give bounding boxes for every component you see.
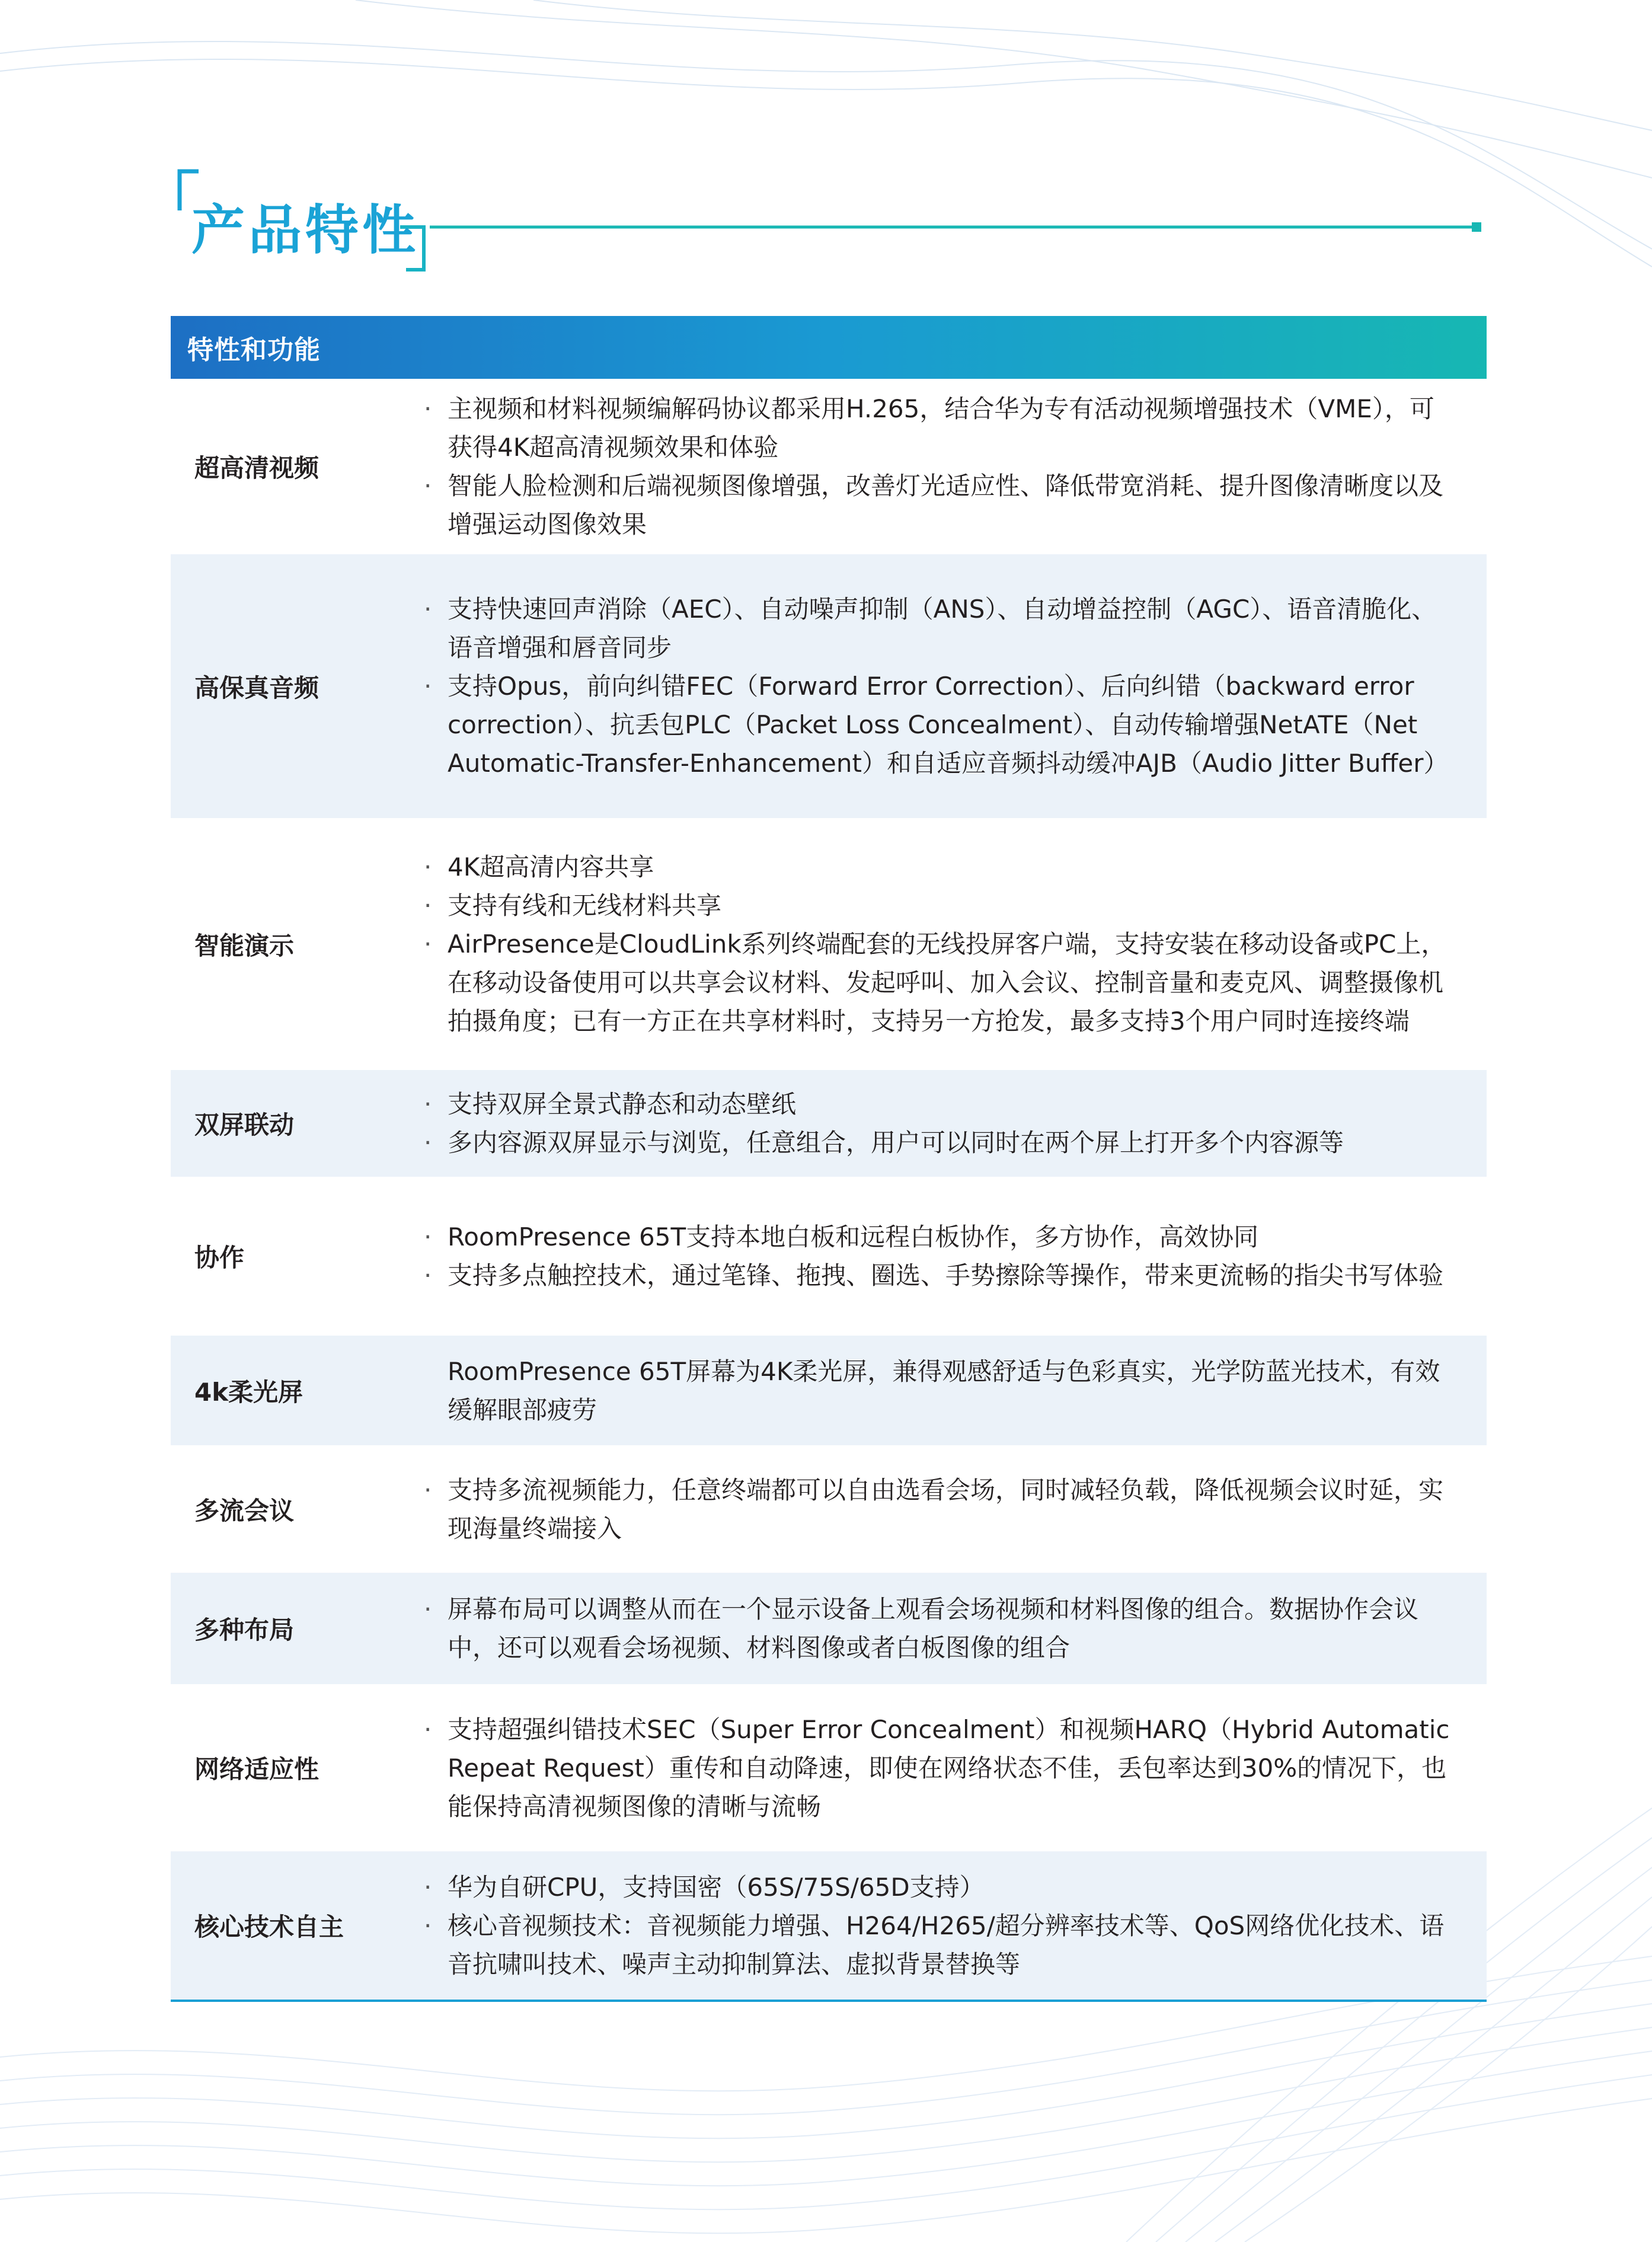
bullet-item: · 支持多点触控技术，通过笔锋、拖拽、圈选、手势擦除等操作，带来更流畅的指尖书写体验: [424, 1256, 1457, 1295]
bullet-item: · 智能人脸检测和后端视频图像增强，改善灯光适应性、降低带宽消耗、提升图像清晰度以及增强运动图像效果: [424, 467, 1457, 544]
row-content: [424, 1352, 1487, 1429]
bullet-item: · 支持超强纠错技术SEC（Super Error Concealment）和视频HARQ（Hybrid Automatic Repeat Request）重传和自动降速，即使在网络状态不佳，丢包率达到30%的情况下，也能保持高清视频图像的清晰与流畅: [424, 1710, 1457, 1826]
table-row: [171, 1070, 1487, 1177]
table-header-label: 特性和功能: [187, 335, 321, 365]
table-row: [171, 1445, 1487, 1573]
bullet-item: · 4K超高清内容共享: [424, 848, 1457, 886]
table-row: [171, 1573, 1487, 1684]
table-row: [171, 379, 1487, 554]
bullet-item: · 屏幕布局可以调整从而在一个显示设备上观看会场视频和材料图像的组合。数据协作会议中，还可以观看会场视频、材料图像或者白板图像的组合: [424, 1590, 1457, 1667]
section-title-block: [169, 169, 1488, 276]
row-label: 网络适应性: [194, 1755, 319, 1784]
row-content: [424, 1868, 1487, 1984]
bullet-item: · 支持快速回声消除（AEC）、自动噪声抑制（ANS）、自动增益控制（AGC）、语音清脆化、语音增强和唇音同步: [424, 590, 1457, 667]
row-content: [424, 1590, 1487, 1667]
row-content: [424, 1471, 1487, 1548]
bullet-item: · AirPresence是CloudLink系列终端配套的无线投屏客户端，支持安装在移动设备或PC上，在移动设备使用可以共享会议材料、发起呼叫、加入会议、控制音量和麦克风、调整摄像机拍摄角度；已有一方正在共享材料时，支持另一方抢发，最多支持3个用户同时连接终端: [424, 925, 1457, 1040]
table-bottom-rule: [171, 2000, 1487, 2002]
row-content: [424, 1085, 1487, 1162]
row-label: 高保真音频: [194, 673, 319, 702]
row-label: 超高清视频: [194, 453, 319, 483]
row-label: 核心技术自主: [194, 1912, 344, 1941]
table-row: [171, 1336, 1487, 1445]
bullet-item: · 主视频和材料视频编解码协议都采用H.265，结合华为专有活动视频增强技术（VME），可获得4K超高清视频效果和体验: [424, 389, 1457, 467]
row-label: 多流会议: [194, 1496, 295, 1525]
row-label: 智能演示: [194, 931, 295, 960]
row-label: 双屏联动: [194, 1110, 295, 1139]
page-title: 产品特性: [191, 199, 419, 261]
bullet-item: · 支持多流视频能力，任意终端都可以自由选看会场，同时减轻负载，降低视频会议时延，实现海量终端接入: [424, 1471, 1457, 1548]
bullet-item: · 支持Opus，前向纠错FEC（Forward Error Correction）、后向纠错（backward error correction）、抗丢包PLC（Packet Loss Concealment）、自动传输增强NetATE（Net Automatic-Transfer-Enhancement）和自适应音频抖动缓冲AJB（Audio Jitter Buffer）: [424, 667, 1457, 783]
table-row: [171, 554, 1487, 818]
bullet-item: · 核心音视频技术：音视频能力增强、H264/H265/超分辨率技术等、QoS网络优化技术、语音抗啸叫技术、噪声主动抑制算法、虚拟背景替换等: [424, 1906, 1457, 1984]
bullet-item: · RoomPresence 65T支持本地白板和远程白板协作，多方协作，高效协同: [424, 1218, 1457, 1256]
row-content: [424, 590, 1487, 783]
table-row: [171, 818, 1487, 1070]
bullet-item: · 支持双屏全景式静态和动态壁纸: [424, 1085, 1457, 1123]
table-header: [171, 316, 1487, 379]
table-row: [171, 1177, 1487, 1336]
row-content: [424, 1710, 1487, 1826]
features-table: [171, 316, 1487, 2002]
table-row: [171, 1684, 1487, 1851]
row-content: [424, 1218, 1487, 1295]
bullet-item: · 多内容源双屏显示与浏览，任意组合，用户可以同时在两个屏上打开多个内容源等: [424, 1123, 1457, 1162]
bullet-item: · 支持有线和无线材料共享: [424, 886, 1457, 925]
bullet-item: · 华为自研CPU，支持国密（65S/75S/65D支持）: [424, 1868, 1457, 1906]
row-label: 4k柔光屏: [194, 1377, 303, 1407]
row-content: [424, 848, 1487, 1040]
row-label: 协作: [194, 1243, 245, 1272]
row-content: [424, 389, 1487, 544]
row-label: 多种布局: [194, 1615, 295, 1644]
row-text: RoomPresence 65T屏幕为4K柔光屏，兼得观感舒适与色彩真实，光学防蓝光技术，有效缓解眼部疲劳: [448, 1356, 1440, 1425]
table-row: [171, 1851, 1487, 2000]
